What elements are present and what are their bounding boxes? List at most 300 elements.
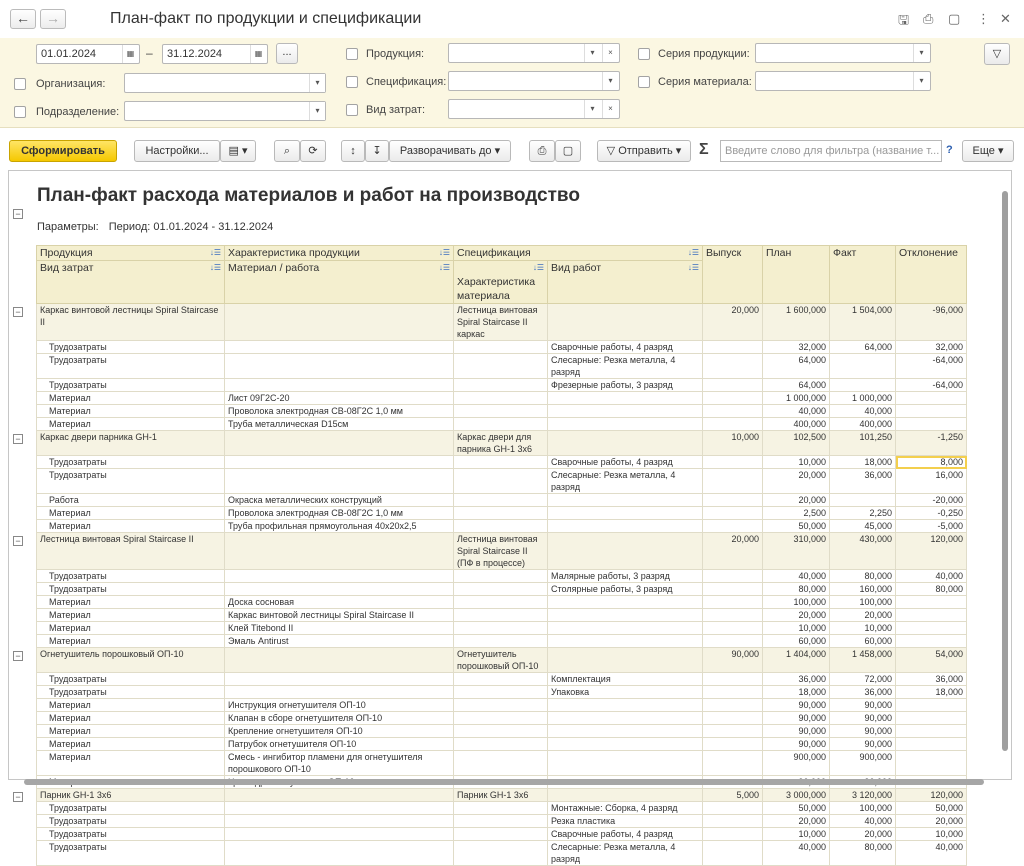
- cell-plan[interactable]: 64,000: [763, 379, 830, 392]
- cell-material[interactable]: [225, 379, 454, 392]
- cell-fact[interactable]: 2,250: [830, 507, 896, 520]
- cell-material[interactable]: [225, 469, 454, 494]
- cell-specification[interactable]: Лестница винтовая Spiral Staircase II (ПФ в процессе): [454, 533, 548, 570]
- cell-product[interactable]: Каркас двери парника GH-1: [37, 431, 225, 456]
- more-button[interactable]: Еще ▾: [962, 140, 1014, 162]
- table-row[interactable]: [37, 751, 967, 776]
- cell-work-type[interactable]: Сварочные работы, 4 разряд: [548, 828, 703, 841]
- cell-specification[interactable]: Парник GH-1 3x6: [454, 789, 548, 802]
- header-specification[interactable]: Спецификация ↓☰: [454, 246, 703, 261]
- cell-product[interactable]: Материал: [37, 622, 225, 635]
- organization-input[interactable]: [124, 73, 326, 93]
- cell-product[interactable]: Трудозатраты: [37, 456, 225, 469]
- cell-specification[interactable]: [454, 570, 548, 583]
- table-row[interactable]: [37, 828, 967, 841]
- cell-plan[interactable]: 64,000: [763, 354, 830, 379]
- cell-material[interactable]: [225, 686, 454, 699]
- cell-material[interactable]: Доска сосновая: [225, 596, 454, 609]
- cell-plan[interactable]: 1 404,000: [763, 648, 830, 673]
- cell-output[interactable]: [703, 469, 763, 494]
- table-row[interactable]: [37, 725, 967, 738]
- cell-work-type[interactable]: [548, 622, 703, 635]
- table-row[interactable]: [37, 469, 967, 494]
- close-icon[interactable]: ✕: [1000, 11, 1011, 26]
- cell-output[interactable]: [703, 379, 763, 392]
- cell-fact[interactable]: 40,000: [830, 815, 896, 828]
- cell-material[interactable]: Крепление огнетушителя ОП-10: [225, 725, 454, 738]
- expand-all-icon[interactable]: ↕: [341, 140, 365, 162]
- collapse-group-icon[interactable]: −: [13, 792, 23, 802]
- sum-icon[interactable]: Σ: [699, 141, 709, 158]
- cell-material[interactable]: Лист 09Г2С-20: [225, 392, 454, 405]
- cell-work-type[interactable]: [548, 418, 703, 431]
- cell-specification[interactable]: [454, 469, 548, 494]
- cell-specification[interactable]: [454, 815, 548, 828]
- cell-specification[interactable]: [454, 583, 548, 596]
- cell-specification[interactable]: [454, 828, 548, 841]
- cell-specification[interactable]: [454, 712, 548, 725]
- cell-plan[interactable]: 90,000: [763, 699, 830, 712]
- cell-fact[interactable]: 20,000: [830, 828, 896, 841]
- cell-material[interactable]: [225, 648, 454, 673]
- cell-material[interactable]: Труба профильная прямоугольная 40x20x2,5: [225, 520, 454, 533]
- cell-work-type[interactable]: [548, 431, 703, 456]
- cell-product[interactable]: Трудозатраты: [37, 673, 225, 686]
- cell-deviation[interactable]: [896, 712, 967, 725]
- clear-icon[interactable]: ×: [602, 100, 618, 118]
- cell-product[interactable]: Трудозатраты: [37, 354, 225, 379]
- chevron-down-icon[interactable]: ▾: [602, 72, 618, 90]
- cell-fact[interactable]: 160,000: [830, 583, 896, 596]
- cell-deviation[interactable]: [896, 609, 967, 622]
- cell-fact[interactable]: 45,000: [830, 520, 896, 533]
- cell-product[interactable]: Материал: [37, 699, 225, 712]
- header-output[interactable]: Выпуск: [703, 246, 763, 304]
- chevron-down-icon[interactable]: ▾: [913, 72, 929, 90]
- table-row[interactable]: [37, 507, 967, 520]
- cell-output[interactable]: [703, 392, 763, 405]
- cell-fact[interactable]: 100,000: [830, 596, 896, 609]
- cell-product[interactable]: Огнетушитель порошковый ОП-10: [37, 648, 225, 673]
- calendar-icon[interactable]: ▦: [250, 45, 266, 63]
- cell-fact[interactable]: 40,000: [830, 405, 896, 418]
- cell-product[interactable]: Трудозатраты: [37, 686, 225, 699]
- cell-specification[interactable]: [454, 494, 548, 507]
- preview-icon[interactable]: ▢: [948, 11, 961, 26]
- table-row[interactable]: [37, 354, 967, 379]
- material-series-checkbox[interactable]: [638, 76, 650, 88]
- cell-specification[interactable]: [454, 841, 548, 866]
- cell-output[interactable]: [703, 815, 763, 828]
- cell-product[interactable]: Материал: [37, 596, 225, 609]
- table-group-row[interactable]: [37, 431, 967, 456]
- cell-plan[interactable]: 10,000: [763, 828, 830, 841]
- cell-specification[interactable]: [454, 418, 548, 431]
- cell-plan[interactable]: 10,000: [763, 456, 830, 469]
- cell-plan[interactable]: 10,000: [763, 622, 830, 635]
- table-row[interactable]: [37, 418, 967, 431]
- cell-plan[interactable]: 40,000: [763, 405, 830, 418]
- cell-output[interactable]: [703, 712, 763, 725]
- table-row[interactable]: [37, 635, 967, 648]
- header-product-char[interactable]: Характеристика продукции ↓☰: [225, 246, 454, 261]
- table-row[interactable]: [37, 699, 967, 712]
- cell-output[interactable]: [703, 583, 763, 596]
- cell-material[interactable]: Смесь - ингибитор пламени для огнетушителя порошкового ОП-10: [225, 751, 454, 776]
- collapse-group-icon[interactable]: −: [13, 434, 23, 444]
- cell-output[interactable]: [703, 341, 763, 354]
- cell-output[interactable]: [703, 354, 763, 379]
- product-checkbox[interactable]: [346, 48, 358, 60]
- table-row[interactable]: [37, 494, 967, 507]
- cell-product[interactable]: Материал: [37, 609, 225, 622]
- cell-material[interactable]: Окраска металлических конструкций: [225, 494, 454, 507]
- forward-button[interactable]: →: [40, 9, 66, 29]
- collapse-group-icon[interactable]: −: [13, 209, 23, 219]
- cell-fact[interactable]: 10,000: [830, 622, 896, 635]
- cell-plan[interactable]: 32,000: [763, 341, 830, 354]
- cell-work-type[interactable]: [548, 738, 703, 751]
- cell-deviation[interactable]: 32,000: [896, 341, 967, 354]
- cell-work-type[interactable]: Резка пластика: [548, 815, 703, 828]
- cell-deviation[interactable]: -0,250: [896, 507, 967, 520]
- cell-work-type[interactable]: [548, 405, 703, 418]
- cell-material[interactable]: Проволока электродная СВ-08Г2С 1,0 мм: [225, 405, 454, 418]
- cell-fact[interactable]: 36,000: [830, 469, 896, 494]
- cell-specification[interactable]: [454, 354, 548, 379]
- cell-fact[interactable]: 1 000,000: [830, 392, 896, 405]
- cell-fact[interactable]: 20,000: [830, 609, 896, 622]
- cell-output[interactable]: [703, 738, 763, 751]
- cell-deviation[interactable]: -5,000: [896, 520, 967, 533]
- cell-deviation[interactable]: -96,000: [896, 304, 967, 341]
- cell-material[interactable]: [225, 304, 454, 341]
- cell-work-type[interactable]: Комплектация: [548, 673, 703, 686]
- cell-work-type[interactable]: Упаковка: [548, 686, 703, 699]
- cell-material[interactable]: [225, 341, 454, 354]
- cell-work-type[interactable]: [548, 533, 703, 570]
- cell-specification[interactable]: [454, 751, 548, 776]
- cell-deviation[interactable]: 50,000: [896, 802, 967, 815]
- cell-material[interactable]: [225, 789, 454, 802]
- chevron-down-icon[interactable]: ▾: [584, 44, 600, 62]
- cell-work-type[interactable]: Слесарные: Резка металла, 4 разряд: [548, 469, 703, 494]
- cell-output[interactable]: [703, 570, 763, 583]
- cell-product[interactable]: Материал: [37, 725, 225, 738]
- cell-deviation[interactable]: [896, 699, 967, 712]
- cell-material[interactable]: [225, 583, 454, 596]
- find-icon[interactable]: ⌕: [274, 140, 300, 162]
- cell-product[interactable]: Материал: [37, 507, 225, 520]
- cell-specification[interactable]: [454, 405, 548, 418]
- cell-output[interactable]: [703, 635, 763, 648]
- cell-product[interactable]: Трудозатраты: [37, 802, 225, 815]
- cell-plan[interactable]: 1 600,000: [763, 304, 830, 341]
- cell-plan[interactable]: 90,000: [763, 712, 830, 725]
- cell-work-type[interactable]: Фрезерные работы, 3 разряд: [548, 379, 703, 392]
- table-row[interactable]: [37, 609, 967, 622]
- cell-product[interactable]: Материал: [37, 751, 225, 776]
- table-row[interactable]: [37, 583, 967, 596]
- cell-deviation[interactable]: 18,000: [896, 686, 967, 699]
- cell-specification[interactable]: [454, 738, 548, 751]
- table-row[interactable]: [37, 622, 967, 635]
- table-group-row[interactable]: [37, 789, 967, 802]
- cell-work-type[interactable]: [548, 507, 703, 520]
- cell-work-type[interactable]: [548, 751, 703, 776]
- chevron-down-icon[interactable]: ▾: [913, 44, 929, 62]
- cell-plan[interactable]: 80,000: [763, 583, 830, 596]
- find-next-icon[interactable]: ⟳: [300, 140, 326, 162]
- cell-product[interactable]: Материал: [37, 635, 225, 648]
- cell-specification[interactable]: [454, 341, 548, 354]
- cell-material[interactable]: Проволока электродная СВ-08Г2С 1,0 мм: [225, 507, 454, 520]
- cell-plan[interactable]: 90,000: [763, 725, 830, 738]
- cell-deviation[interactable]: 16,000: [896, 469, 967, 494]
- table-group-row[interactable]: [37, 533, 967, 570]
- cell-plan[interactable]: 90,000: [763, 738, 830, 751]
- cell-work-type[interactable]: [548, 635, 703, 648]
- cell-output[interactable]: [703, 418, 763, 431]
- table-group-row[interactable]: [37, 304, 967, 341]
- search-input[interactable]: [720, 140, 942, 162]
- cell-fact[interactable]: 80,000: [830, 841, 896, 866]
- cell-specification[interactable]: [454, 456, 548, 469]
- chevron-down-icon[interactable]: ▾: [584, 100, 600, 118]
- cell-plan[interactable]: 3 000,000: [763, 789, 830, 802]
- header-cost-type[interactable]: Вид затрат ↓☰: [37, 261, 225, 304]
- cell-deviation[interactable]: 80,000: [896, 583, 967, 596]
- collapse-group-icon[interactable]: −: [13, 536, 23, 546]
- save-icon[interactable]: 🖫: [898, 12, 910, 27]
- table-row[interactable]: [37, 596, 967, 609]
- table-group-row[interactable]: [37, 648, 967, 673]
- back-button[interactable]: ←: [10, 9, 36, 29]
- cell-output[interactable]: [703, 673, 763, 686]
- cell-product[interactable]: Трудозатраты: [37, 379, 225, 392]
- print-preview-icon[interactable]: ▢: [555, 140, 581, 162]
- cell-output[interactable]: [703, 494, 763, 507]
- cell-output[interactable]: 90,000: [703, 648, 763, 673]
- vertical-scrollbar[interactable]: [1001, 175, 1009, 771]
- cell-deviation[interactable]: [896, 405, 967, 418]
- cell-output[interactable]: [703, 596, 763, 609]
- cell-deviation[interactable]: [896, 635, 967, 648]
- header-deviation[interactable]: Отклонение: [896, 246, 967, 304]
- cell-plan[interactable]: 100,000: [763, 596, 830, 609]
- cell-work-type[interactable]: [548, 712, 703, 725]
- header-material-work[interactable]: Материал / работа ↓☰: [225, 261, 454, 304]
- cell-fact[interactable]: 64,000: [830, 341, 896, 354]
- print-icon[interactable]: ⎙: [529, 140, 555, 162]
- cell-plan[interactable]: 310,000: [763, 533, 830, 570]
- cell-plan[interactable]: 20,000: [763, 609, 830, 622]
- cell-fact[interactable]: 90,000: [830, 738, 896, 751]
- cell-plan[interactable]: 36,000: [763, 673, 830, 686]
- header-material-char[interactable]: ↓☰ Характеристика материала: [454, 261, 548, 304]
- cost-type-checkbox[interactable]: [346, 104, 358, 116]
- cell-fact[interactable]: [830, 354, 896, 379]
- header-plan[interactable]: План: [763, 246, 830, 304]
- cell-specification[interactable]: [454, 507, 548, 520]
- cell-material[interactable]: Каркас винтовой лестницы Spiral Staircase II: [225, 609, 454, 622]
- cell-product[interactable]: Каркас винтовой лестницы Spiral Staircase II: [37, 304, 225, 341]
- header-work-type[interactable]: Вид работ ↓☰: [548, 261, 703, 304]
- cell-specification[interactable]: Лестница винтовая Spiral Staircase II каркас: [454, 304, 548, 341]
- cell-deviation[interactable]: [896, 738, 967, 751]
- cell-plan[interactable]: 50,000: [763, 802, 830, 815]
- cell-plan[interactable]: 2,500: [763, 507, 830, 520]
- cell-material[interactable]: Клей Titebond II: [225, 622, 454, 635]
- product-series-input[interactable]: [755, 43, 931, 63]
- cell-output[interactable]: [703, 802, 763, 815]
- table-row[interactable]: [37, 379, 967, 392]
- cell-plan[interactable]: 18,000: [763, 686, 830, 699]
- cell-specification[interactable]: [454, 699, 548, 712]
- cell-deviation[interactable]: -1,250: [896, 431, 967, 456]
- collapse-group-icon[interactable]: −: [13, 307, 23, 317]
- cell-material[interactable]: Патрубок огнетушителя ОП-10: [225, 738, 454, 751]
- cell-output[interactable]: [703, 751, 763, 776]
- cell-work-type[interactable]: [548, 609, 703, 622]
- cell-fact[interactable]: 72,000: [830, 673, 896, 686]
- cell-work-type[interactable]: Сварочные работы, 4 разряд: [548, 456, 703, 469]
- organization-checkbox[interactable]: [14, 78, 26, 90]
- cell-plan[interactable]: 400,000: [763, 418, 830, 431]
- cell-specification[interactable]: [454, 686, 548, 699]
- cell-fact[interactable]: 80,000: [830, 570, 896, 583]
- cell-fact[interactable]: [830, 494, 896, 507]
- cell-work-type[interactable]: [548, 648, 703, 673]
- cell-output[interactable]: [703, 725, 763, 738]
- cell-material[interactable]: Клапан в сборе огнетушителя ОП-10: [225, 712, 454, 725]
- cell-plan[interactable]: 102,500: [763, 431, 830, 456]
- cell-product[interactable]: Парник GH-1 3x6: [37, 789, 225, 802]
- cell-plan[interactable]: 1 000,000: [763, 392, 830, 405]
- cell-material[interactable]: [225, 815, 454, 828]
- cell-material[interactable]: [225, 802, 454, 815]
- cell-deviation[interactable]: [896, 418, 967, 431]
- cell-material[interactable]: [225, 533, 454, 570]
- department-input[interactable]: [124, 101, 326, 121]
- cell-work-type[interactable]: [548, 520, 703, 533]
- cell-output[interactable]: 20,000: [703, 533, 763, 570]
- cell-deviation[interactable]: [896, 725, 967, 738]
- cell-fact[interactable]: 3 120,000: [830, 789, 896, 802]
- cell-plan[interactable]: 20,000: [763, 494, 830, 507]
- cell-fact[interactable]: 60,000: [830, 635, 896, 648]
- cell-fact[interactable]: 36,000: [830, 686, 896, 699]
- table-row[interactable]: [37, 712, 967, 725]
- cell-fact[interactable]: 90,000: [830, 712, 896, 725]
- cell-work-type[interactable]: Столярные работы, 3 разряд: [548, 583, 703, 596]
- cell-deviation[interactable]: 120,000: [896, 533, 967, 570]
- material-series-input[interactable]: [755, 71, 931, 91]
- cell-output[interactable]: 20,000: [703, 304, 763, 341]
- cell-deviation[interactable]: [896, 751, 967, 776]
- cell-fact[interactable]: 900,000: [830, 751, 896, 776]
- cell-output[interactable]: [703, 456, 763, 469]
- cell-product[interactable]: Материал: [37, 392, 225, 405]
- expand-to-button[interactable]: Разворачивать до ▾: [389, 140, 511, 162]
- cell-specification[interactable]: [454, 622, 548, 635]
- calendar-icon[interactable]: ▦: [122, 45, 138, 63]
- cell-plan[interactable]: 900,000: [763, 751, 830, 776]
- cell-deviation[interactable]: [896, 622, 967, 635]
- product-series-checkbox[interactable]: [638, 48, 650, 60]
- cell-output[interactable]: [703, 405, 763, 418]
- settings-button[interactable]: Настройки...: [134, 140, 220, 162]
- cell-product[interactable]: Материал: [37, 418, 225, 431]
- collapse-all-icon[interactable]: ↧: [365, 140, 389, 162]
- cell-plan[interactable]: 40,000: [763, 841, 830, 866]
- variant-dropdown-icon[interactable]: ▤ ▾: [220, 140, 256, 162]
- clear-icon[interactable]: ×: [602, 44, 618, 62]
- cell-specification[interactable]: [454, 379, 548, 392]
- cell-deviation[interactable]: -64,000: [896, 354, 967, 379]
- table-row[interactable]: [37, 392, 967, 405]
- cell-plan[interactable]: 20,000: [763, 815, 830, 828]
- table-row[interactable]: [37, 520, 967, 533]
- cell-product[interactable]: Трудозатраты: [37, 583, 225, 596]
- cell-product[interactable]: Работа: [37, 494, 225, 507]
- cell-fact[interactable]: 18,000: [830, 456, 896, 469]
- cell-specification[interactable]: [454, 635, 548, 648]
- print-icon[interactable]: ⎙: [923, 11, 934, 26]
- vertical-scroll-thumb[interactable]: [1002, 191, 1008, 751]
- cell-fact[interactable]: 100,000: [830, 802, 896, 815]
- cell-output[interactable]: [703, 699, 763, 712]
- cell-work-type[interactable]: Сварочные работы, 4 разряд: [548, 341, 703, 354]
- cell-deviation[interactable]: 40,000: [896, 841, 967, 866]
- table-row[interactable]: [37, 686, 967, 699]
- cell-deviation[interactable]: [896, 596, 967, 609]
- department-checkbox[interactable]: [14, 106, 26, 118]
- cell-material[interactable]: [225, 431, 454, 456]
- generate-button[interactable]: Сформировать: [9, 140, 117, 162]
- chevron-down-icon[interactable]: ▾: [309, 102, 325, 120]
- cell-specification[interactable]: [454, 609, 548, 622]
- cell-work-type[interactable]: [548, 725, 703, 738]
- period-select-button[interactable]: ...: [276, 43, 298, 64]
- cell-fact[interactable]: 430,000: [830, 533, 896, 570]
- header-fact[interactable]: Факт: [830, 246, 896, 304]
- cell-material[interactable]: [225, 828, 454, 841]
- cell-material[interactable]: [225, 673, 454, 686]
- cell-product[interactable]: Материал: [37, 738, 225, 751]
- cell-deviation[interactable]: 20,000: [896, 815, 967, 828]
- cell-deviation[interactable]: 36,000: [896, 673, 967, 686]
- cell-output[interactable]: 5,000: [703, 789, 763, 802]
- cell-fact[interactable]: 1 504,000: [830, 304, 896, 341]
- cell-deviation[interactable]: [896, 392, 967, 405]
- more-vertical-icon[interactable]: ⋮: [977, 11, 990, 26]
- cell-product[interactable]: Материал: [37, 405, 225, 418]
- cell-specification[interactable]: [454, 673, 548, 686]
- cell-deviation[interactable]: 120,000: [896, 789, 967, 802]
- help-icon[interactable]: ?: [946, 144, 953, 156]
- cell-fact[interactable]: 101,250: [830, 431, 896, 456]
- cell-specification[interactable]: [454, 392, 548, 405]
- cell-material[interactable]: [225, 354, 454, 379]
- cell-plan[interactable]: 50,000: [763, 520, 830, 533]
- horizontal-scrollbar[interactable]: [24, 779, 984, 785]
- specification-checkbox[interactable]: [346, 76, 358, 88]
- cell-specification[interactable]: Огнетушитель порошковый ОП-10: [454, 648, 548, 673]
- cell-work-type[interactable]: [548, 494, 703, 507]
- cell-work-type[interactable]: Слесарные: Резка металла, 4 разряд: [548, 354, 703, 379]
- cell-deviation[interactable]: -20,000: [896, 494, 967, 507]
